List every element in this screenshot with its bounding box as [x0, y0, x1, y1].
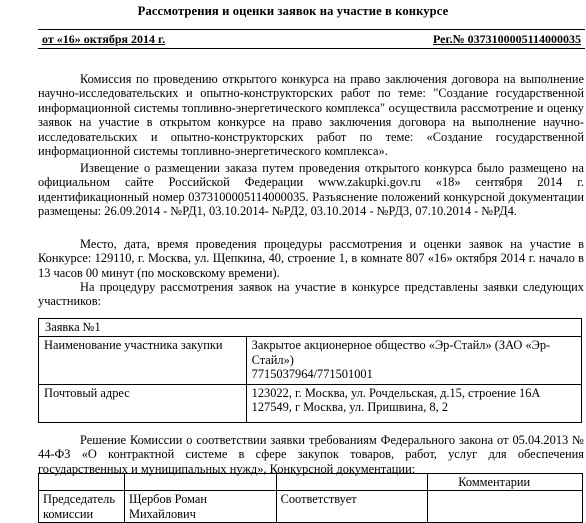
paragraph-notice: Извещение о размещении заказа путем проведения открытого конкурса было размещено на официальном сайте Российской Федерации www.zakupki.gov.ru «18» сентября 2014 г. идентификационный номер 0373100005114000035. Разъяснение положений конкурсной документации размещены: 26.09.2014 - №РД1, 03.10.2014- №РД2, 03.10.2014 - №РД3, 07.10.2014 - №РД4.: [38, 161, 584, 219]
application-table: [38, 318, 582, 423]
member-comment: [428, 491, 583, 523]
participant-ids: 7715037964/771501001: [251, 367, 373, 382]
paragraph-applications: На процедуру рассмотрения заявок на участие в конкурсе представлены заявки следующих участников:: [38, 280, 584, 309]
decision-table: [38, 473, 583, 523]
document-title: Рассмотрения и оценки заявок на участие в конкурсе: [137, 4, 449, 18]
member-role: Председатель комиссии: [39, 491, 125, 523]
participant-cell: [246, 337, 581, 384]
registration-number: Рег.№ 0373100005114000035: [433, 32, 581, 46]
participant-label: Наименование участника закупки: [39, 337, 247, 384]
protocol-date: от «16» октября 2014 г.: [42, 32, 166, 46]
paragraph-place-time: Место, дата, время проведения процедуры рассмотрения и оценки заявок на участие в Конкурсе: 129110, г. Москва, ул. Щепкина, 40, строение 1, в комнате 807 «16» октября 2014 г. начало в 13 часов 00 минут (по московскому времени).: [38, 237, 584, 280]
address-line-1: 123022, г. Москва, ул. Рочдельская, д.15, строение 16А: [251, 385, 541, 400]
paragraph-commission: Комиссия по проведению открытого конкурса на право заключения договора на выполнение научно-исследовательских и опытно-конструкторских работ по теме: "Создание государственной информационной системы топливно-энергетического комплекса" осуществила рассмотрение и оценку заявок на участие в открытом конкурсе на право заключения договора на выполнение научно-исследовательских и опытно-конструкторских работ по теме: «Создание государственной информационной системы топливно-энергетического комплекса».: [38, 72, 584, 159]
participant-name: Закрытое акционерное общество «Эр-Стайл» (ЗАО «Эр-Стайл»): [251, 338, 551, 367]
address-label: Почтовый адрес: [39, 384, 247, 422]
application-header: Заявка №1: [39, 319, 582, 337]
paragraph-decision: Решение Комиссии о соответствии заявки требованиям Федерального закона от 05.04.2013 № 44-ФЗ «О контрактной системе в сфере закупок товаров, работ, услуг для обеспечения государственных и муниципальных нужд», Конкурсной документации:: [38, 433, 584, 476]
member-decision: Соответствует: [276, 491, 428, 523]
document-header-line: [38, 29, 585, 49]
address-line-2: 127549, г Москва, ул. Пришвина, 8, 2: [251, 400, 449, 415]
comments-header: Комментарии: [428, 474, 583, 491]
member-name: Щербов Роман Михайлович: [124, 491, 276, 523]
address-cell: [246, 384, 581, 422]
